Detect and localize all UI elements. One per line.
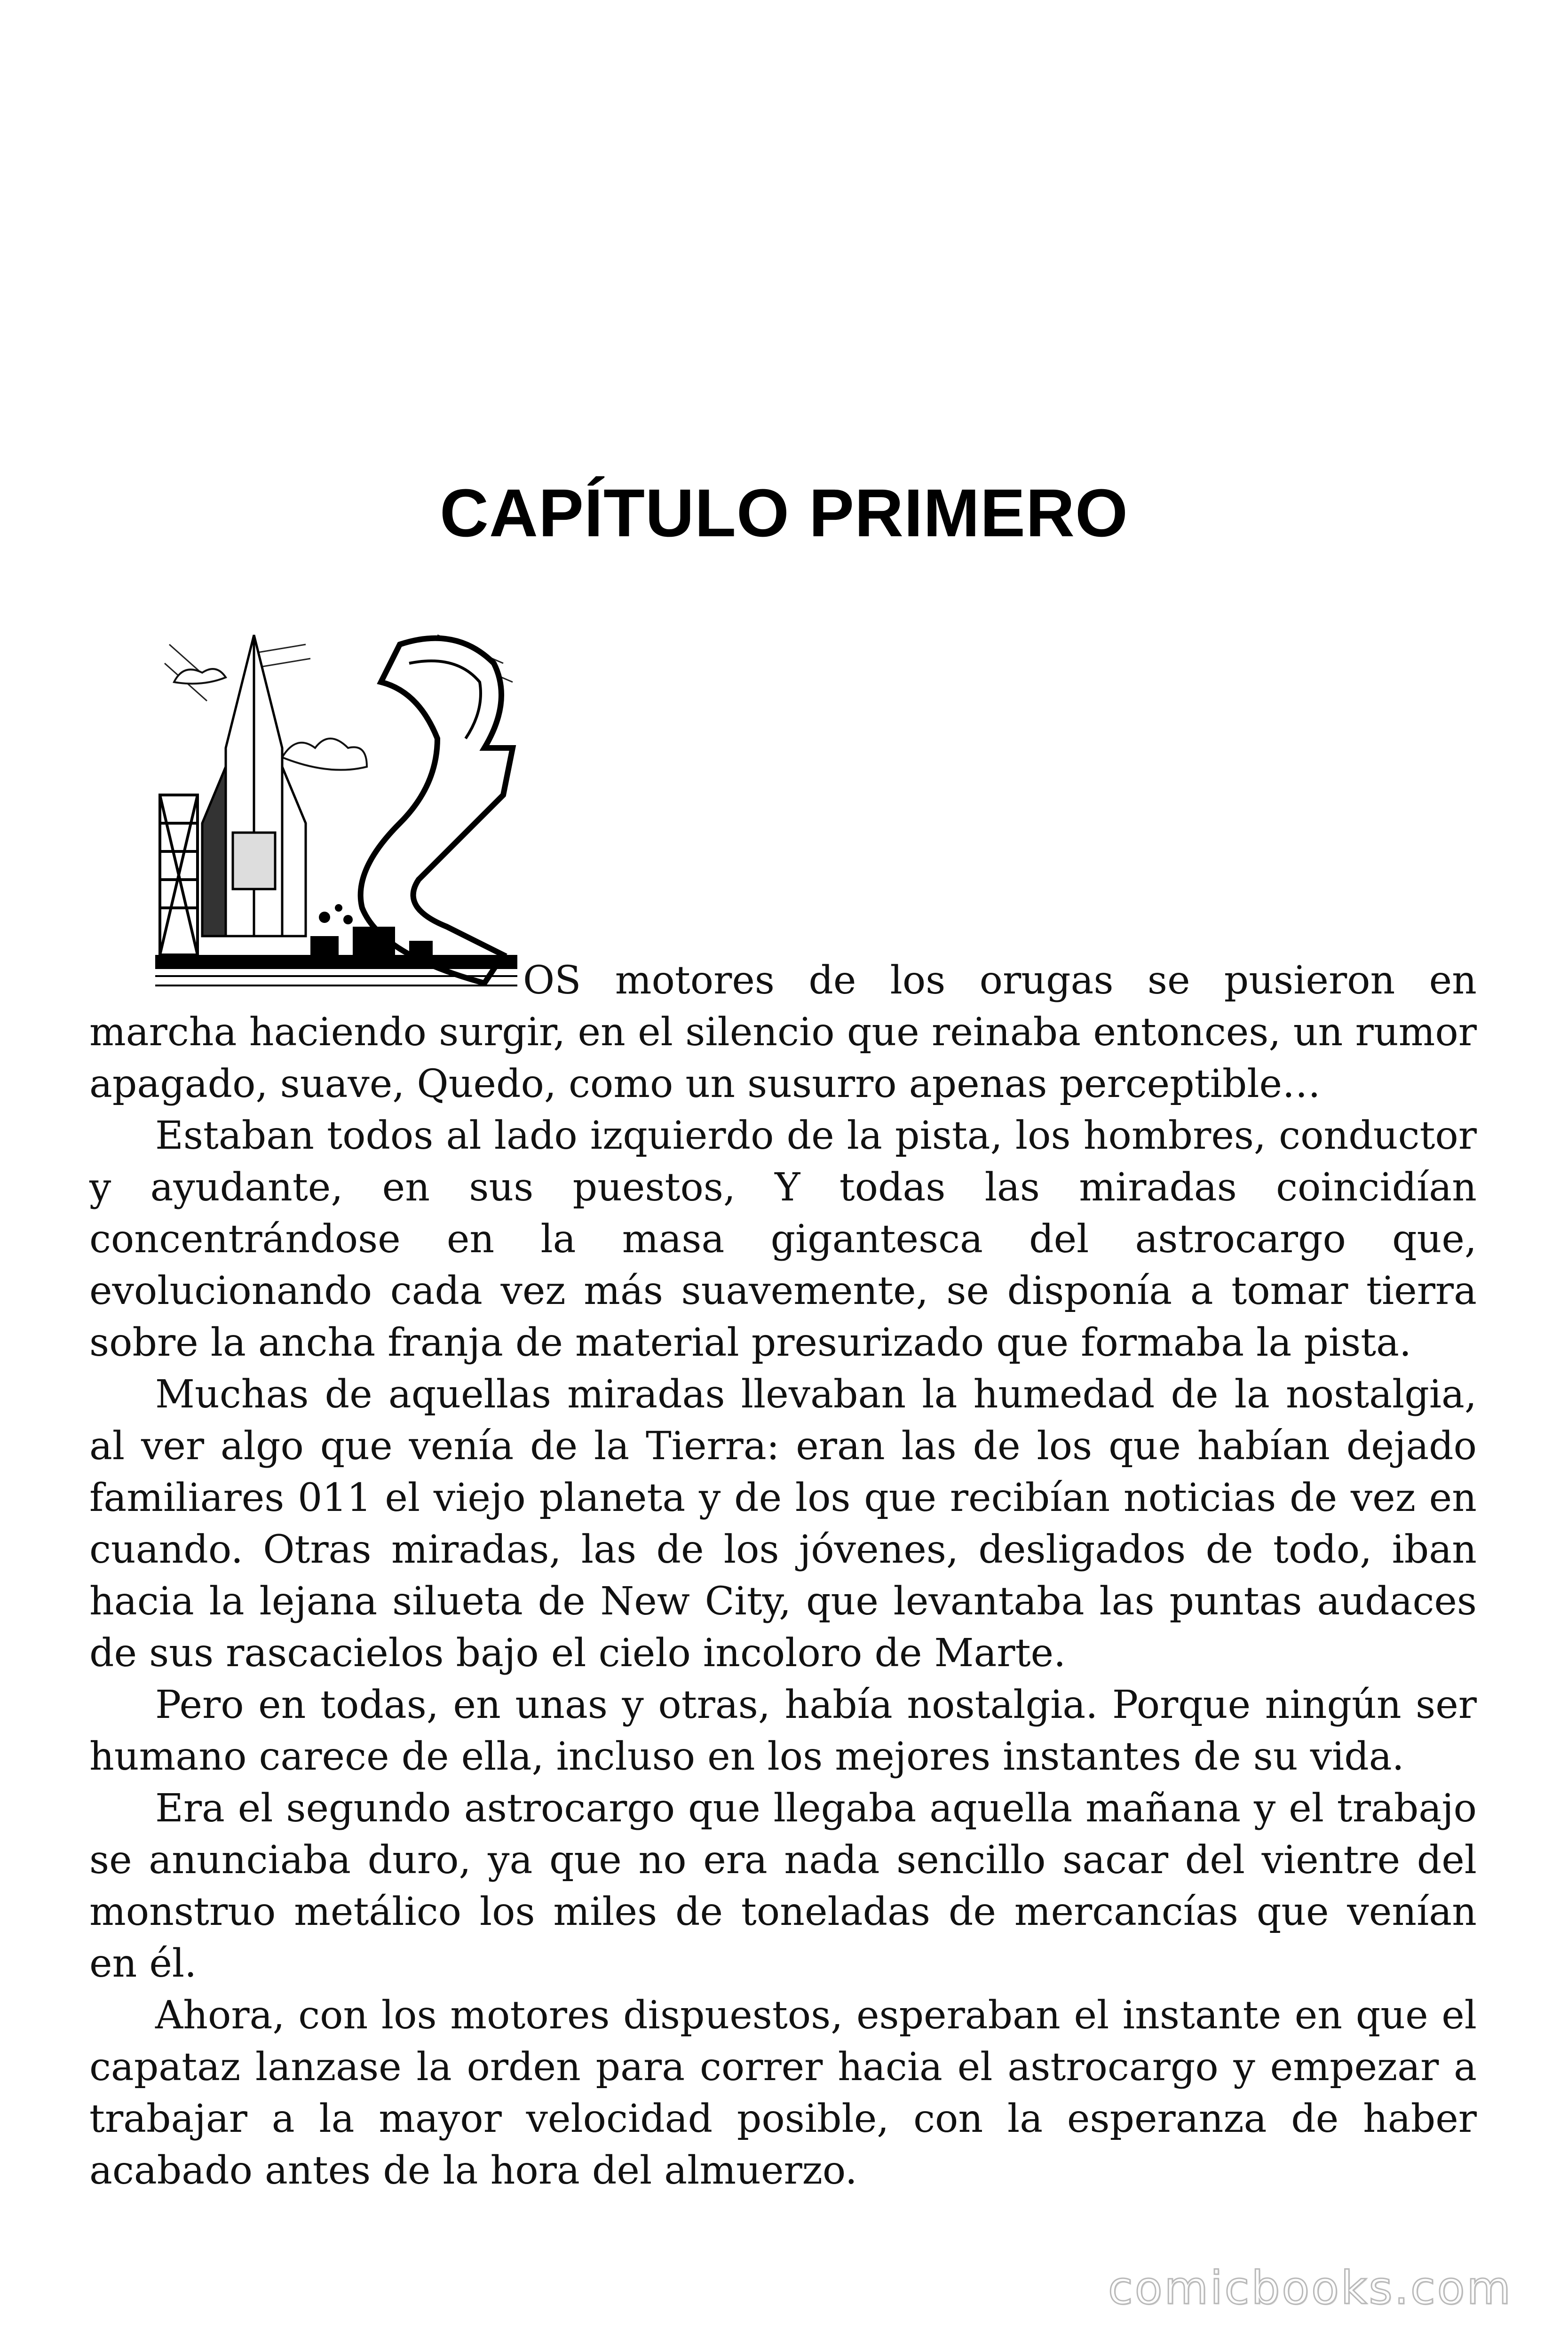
chapter-body <box>89 626 1477 2197</box>
paragraph-2: Estaban todos al lado izquierdo de la pista, los hombres, conductor y ayudante, en sus puestos, Y todas las miradas coincidían concentrándose en la masa gigantesca del astrocargo que, evolucionando cada vez más suavemente, se disponía a tomar tierra sobre la ancha franja de material presurizado que formaba la pista. <box>89 1113 1477 1365</box>
watermark: comicbooks.com <box>1108 2262 1513 2314</box>
paragraph-5: Era el segundo astrocargo que llegaba aquella mañana y el trabajo se anunciaba duro, ya que no era nada sencillo sacar del vientre del monstruo metálico los miles de toneladas de mercancías que venían en él. <box>89 1786 1477 1986</box>
chapter-title: CAPÍTULO PRIMERO <box>439 475 1128 551</box>
paragraph-3: Muchas de aquellas miradas llevaban la humedad de la nostalgia, al ver algo que venía de la Tierra: eran las de los que habían dejado familiares 011 el viejo planeta y de los que recibían noticias de vez en cuando. Otras miradas, las de los jóvenes, desligados de todo, iban hacia la lejana silueta de New City, que levantaba las puntas audaces de sus rascacielos bajo el cielo incoloro de Marte. <box>89 1372 1477 1676</box>
paragraph-4: Pero en todas, en unas y otras, había nostalgia. Porque ningún ser humano carece de ella, incluso en los mejores instantes de su vida. <box>89 1683 1477 1779</box>
drop-cap-illustration <box>155 626 517 993</box>
paragraph-1: OS motores de los orugas se pusieron en marcha haciendo surgir, en el silencio que reinaba entonces, un rumor apagado, suave, Quedo, como un susurro apenas perceptible… <box>89 958 1477 1106</box>
paragraph-6: Ahora, con los motores dispuestos, esperaban el instante en que el capataz lanzase la orden para correr hacia el astrocargo y empezar a trabajar a la mayor velocidad posible, con la esperanza de haber acabado antes de la hora del almuerzo. <box>89 1993 1477 2193</box>
